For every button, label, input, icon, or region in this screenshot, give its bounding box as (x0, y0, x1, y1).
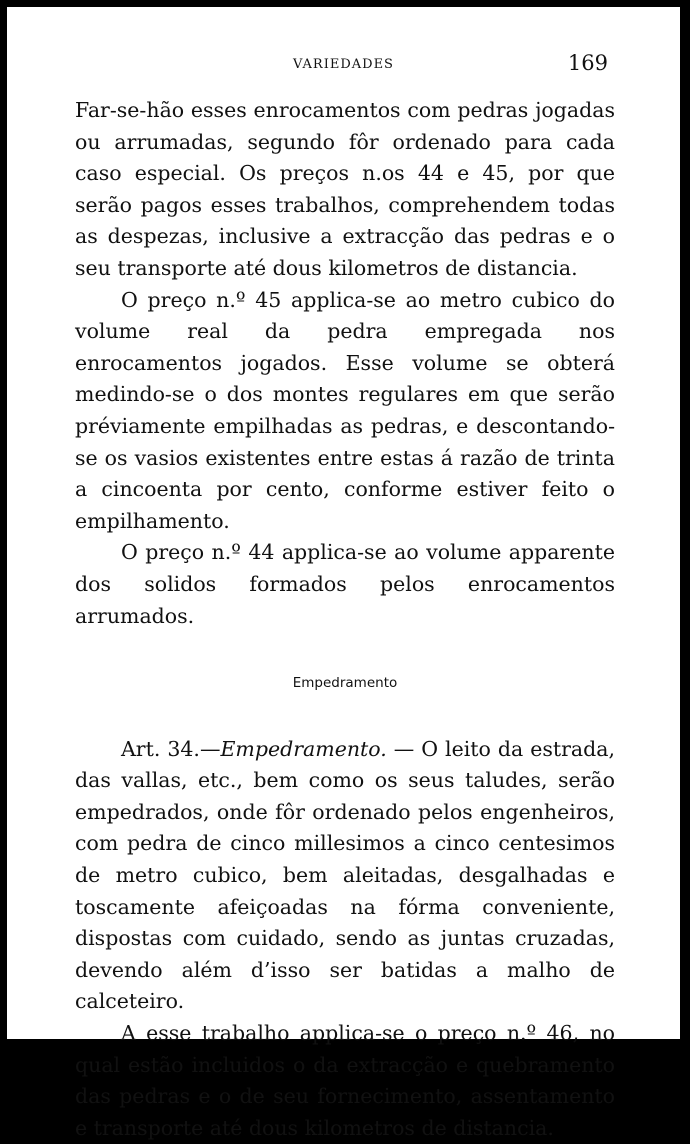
running-head: VARIEDADES (293, 57, 394, 72)
page-header (7, 51, 680, 79)
article-text: — O leito da estrada, das vallas, etc., bem como os seus taludes, serão empedrados, onde fôr ordenado pelos engenheiros, com pedra de cinco millesimos a cinco centesimos de metro cubico, bem aleitadas, desgalhadas e toscamente afeiçoadas na fórma conveniente, dispostas com cuidado, sendo as juntas cruzadas, devendo além d’isso ser batidas a malho de calceteiro. (75, 736, 615, 1014)
paragraph: O preço n.º 45 applica-se ao metro cubico do volume real da pedra empregada nos enrocamentos jogados. Esse volume se obterá medindo-se o dos montes regulares em que serão préviamente empilhadas as pedras, e descontando-se os vasios existentes entre estas á razão de trinta a cincoenta por cento, conforme estiver feito o empilhamento. (75, 287, 615, 533)
page-number: 169 (567, 51, 608, 75)
article-paragraph (75, 734, 615, 1018)
paragraph: O preço n.º 44 applica-se ao volume apparente dos solidos formados pelos enrocamentos arrumados. (75, 540, 615, 628)
book-page (7, 7, 680, 1140)
article-title: Empedramento. (220, 736, 387, 761)
paragraph: A esse trabalho applica-se o preço n.º 46, no qual estão incluidos o da extracção e quebramento das pedras e o de seu fornecimento, assentamento e transporte até dous kilometros de distancia. (75, 1021, 615, 1140)
article-number: Art. 34.— (121, 736, 221, 761)
section-title: Empedramento (292, 675, 398, 692)
page-body (75, 95, 615, 1144)
paragraph: Far-se-hão esses enrocamentos com pedras jogadas ou arrumadas, segundo fôr ordenado para cada caso especial. Os preços n.os 44 e 45, por que serão pagos esses trabalhos, comprehendem todas as despezas, inclusive a extracção das pedras e o seu transporte até dous kilometros de distancia. (75, 98, 615, 280)
